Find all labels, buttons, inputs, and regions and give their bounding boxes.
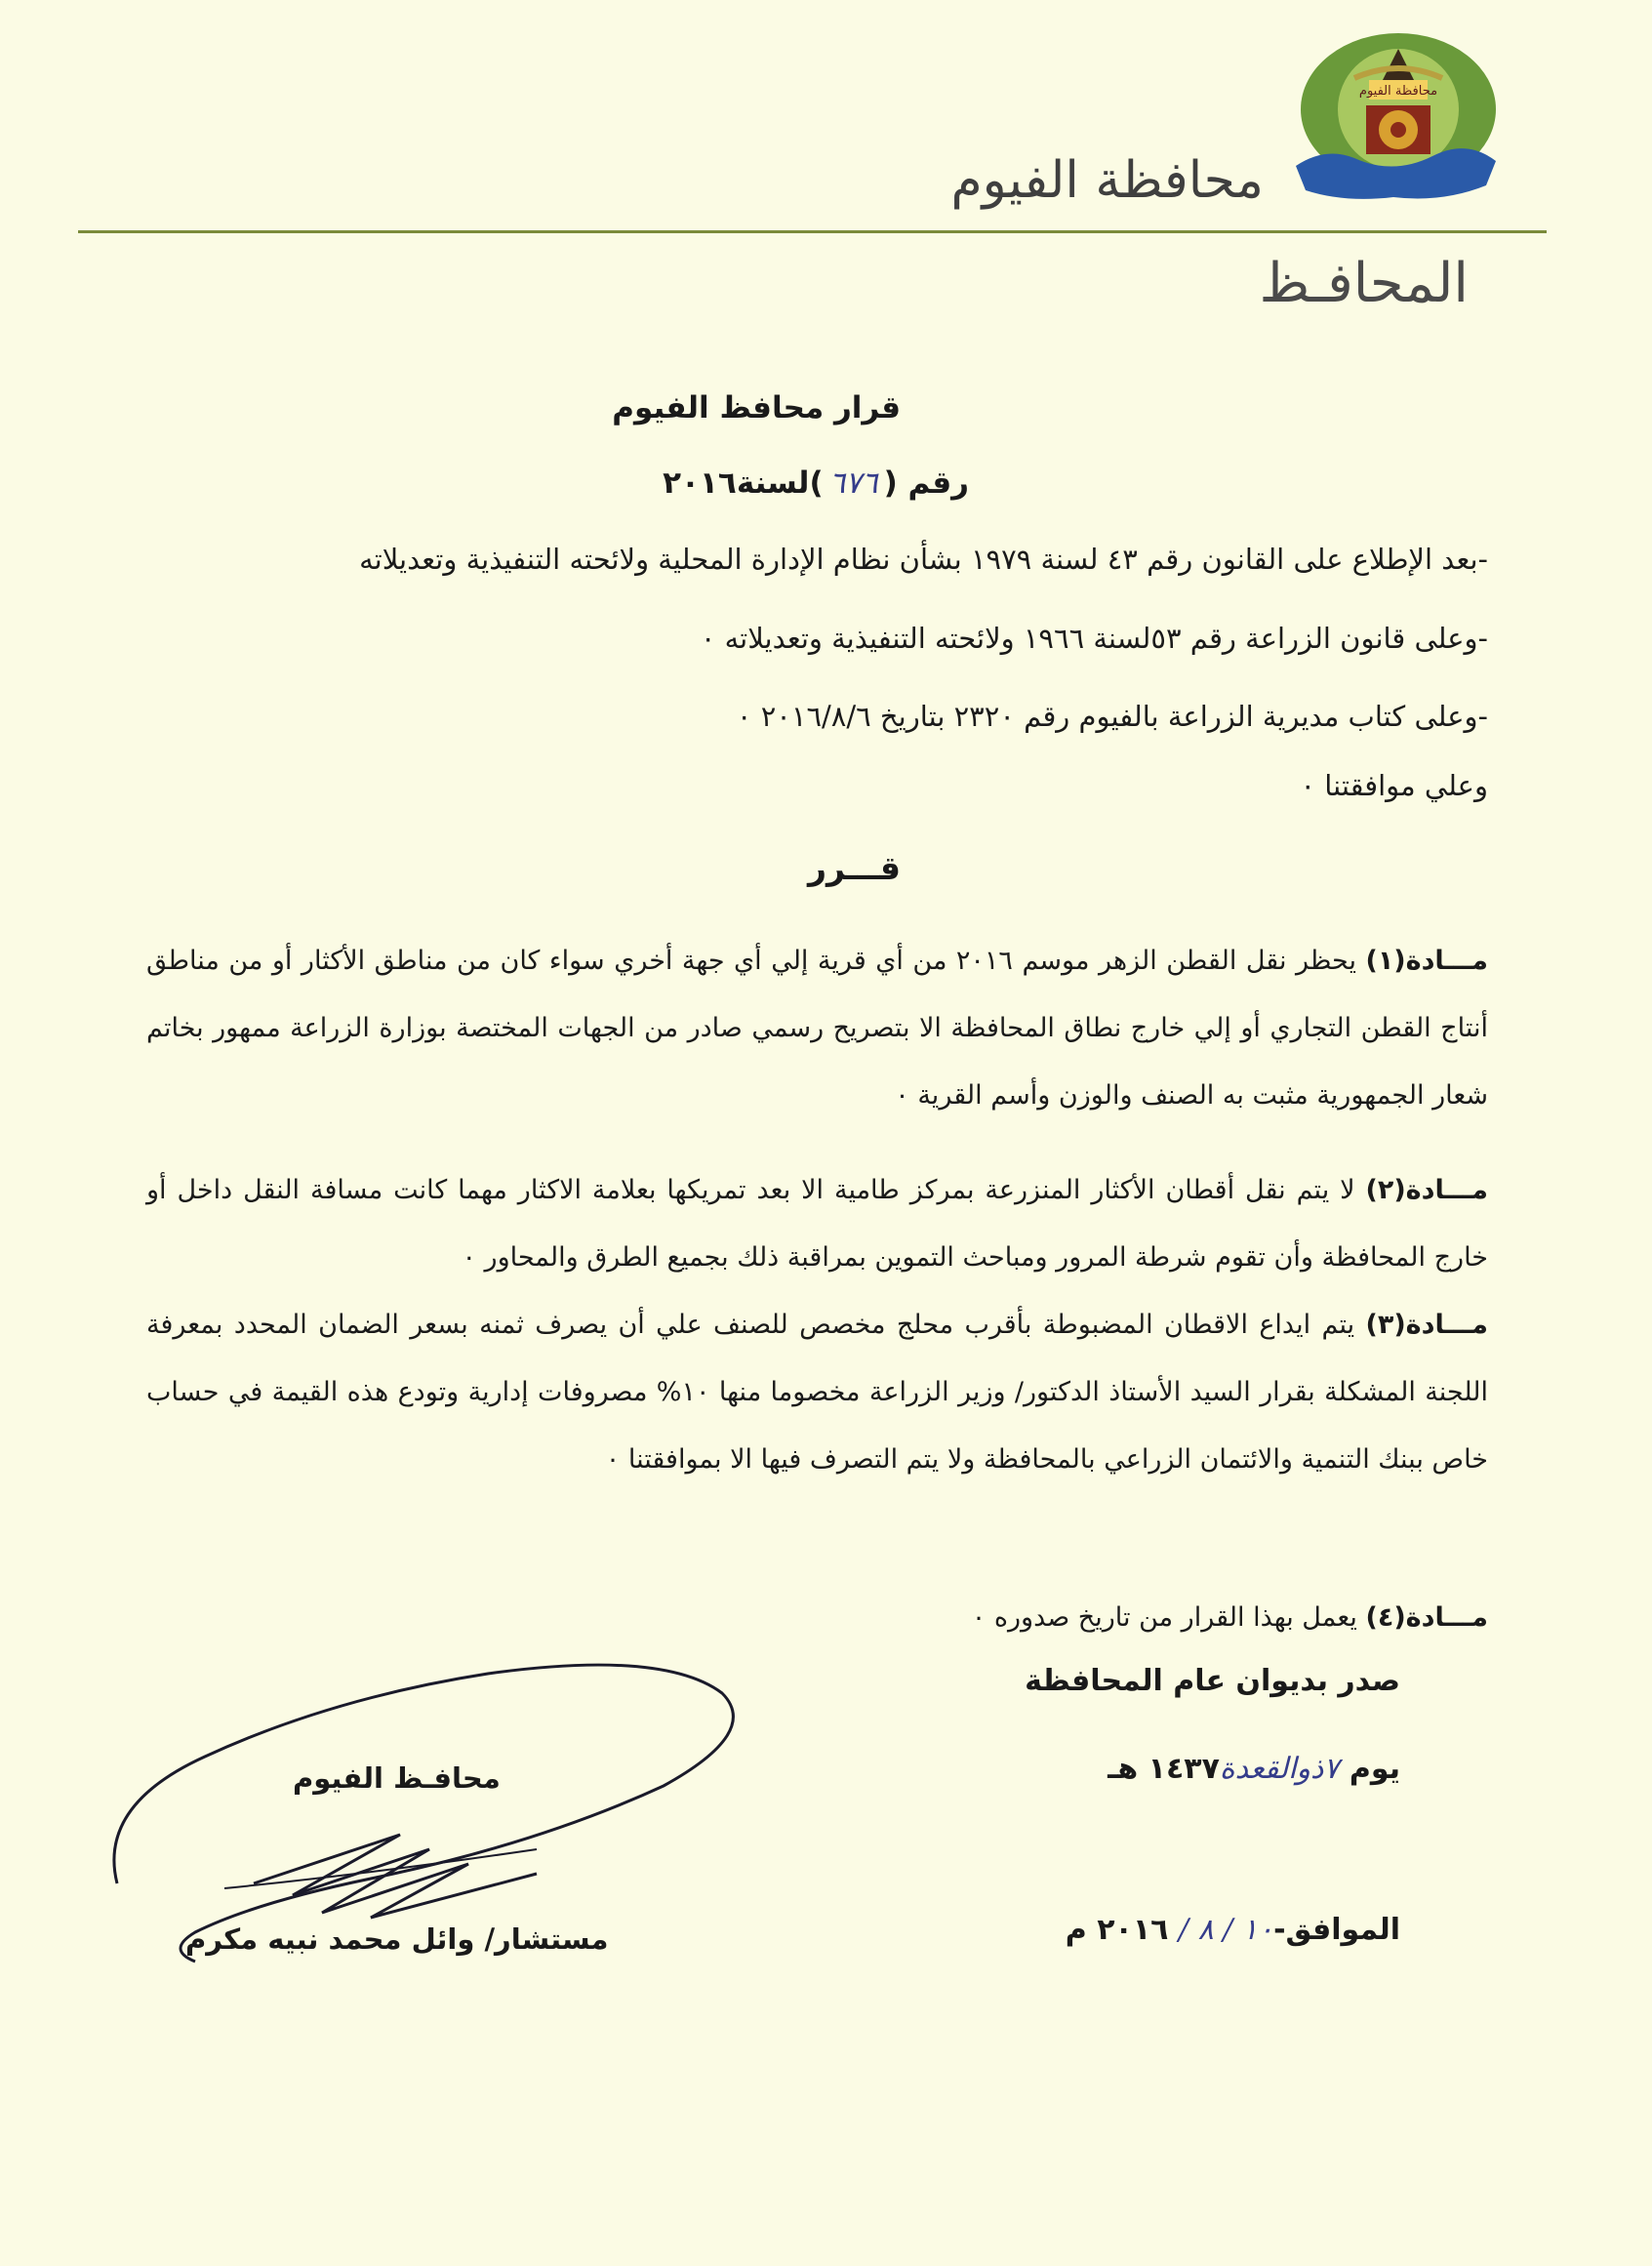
gregorian-year: ٢٠١٦ م bbox=[1065, 1913, 1179, 1947]
logo-label: محافظة الفيوم bbox=[1358, 84, 1438, 99]
preamble-line: وعلي موافقتنا ٠ bbox=[1300, 769, 1488, 802]
governorate-name: محافظة الفيوم bbox=[950, 151, 1264, 210]
article-label: مـــادة(٤) bbox=[1365, 1602, 1488, 1633]
decided-heading: قـــرر bbox=[808, 849, 901, 887]
issued-at: صدر بديوان عام المحافظة bbox=[1025, 1664, 1400, 1698]
office-title: المحافـظ bbox=[1259, 252, 1469, 315]
day-prefix: يوم bbox=[1339, 1752, 1400, 1786]
preamble-line: -وعلى قانون الزراعة رقم ٥٣لسنة ١٩٦٦ ولائحته التنفيذية وتعديلاته ٠ bbox=[700, 622, 1488, 655]
decree-number-suffix: )لسنة٢٠١٦ bbox=[663, 465, 824, 501]
preamble-line: -وعلى كتاب مديرية الزراعة بالفيوم رقم ٢٣٢٠ بتاريخ ٢٠١٦/٨/٦ ٠ bbox=[736, 700, 1488, 733]
article-label: مـــادة(١) bbox=[1365, 946, 1488, 976]
signatory-name: مستشار/ وائل محمد نبيه مكرم bbox=[185, 1922, 609, 1956]
preamble-line: -بعد الإطلاع على القانون رقم ٤٣ لسنة ١٩٧٩ بشأن نظام الإدارة المحلية ولائحته التنفيذية وتعديلاته bbox=[359, 543, 1488, 576]
article-text: لا يتم نقل أقطان الأكثار المنزرعة بمركز طامية الا بعد تمريكها بعلامة الاكثار مهما كانت مسافة النقل داخل أو خارج المحافظة وأن تقوم شرطة المرور ومباحث التموين بمراقبة ذلك بجميع الطرق والمحاور ٠ bbox=[146, 1175, 1488, 1273]
hijri-year: ١٤٣٧ هـ bbox=[1108, 1752, 1220, 1786]
article-text: يحظر نقل القطن الزهر موسم ٢٠١٦ من أي قرية إلي أي جهة أخري سواء كان من مناطق الأكثار أو من مناطق أنتاج القطن التجاري أو إلي خارج نطاق المحافظة الا بتصريح رسمي صادر من الجهات المختصة بوزارة الزراعة ممهور بخاتم شعار الجمهورية مثبت به الصنف والوزن وأسم القرية ٠ bbox=[146, 946, 1488, 1111]
article-text: يتم ايداع الاقطان المضبوطة بأقرب محلج مخصص للصنف علي أن يصرف ثمنه بسعر الضمان المحدد بمعرفة اللجنة المشكلة بقرار السيد الأستاذ الدكتور/ وزير الزراعة مخصوما منها ١٠% مصروفات إدارية وتودع هذه القيمة في حساب خاص ببنك التنمية والائتمان الزراعي بالمحافظة ولا يتم التصرف فيها الا بموافقتنا ٠ bbox=[146, 1310, 1488, 1475]
hijri-date bbox=[1108, 1752, 1400, 1786]
article-label: مـــادة(٣) bbox=[1365, 1310, 1488, 1340]
article-4 bbox=[972, 1584, 1488, 1651]
decree-title: قرار محافظ الفيوم bbox=[612, 390, 901, 425]
header-divider bbox=[78, 230, 1547, 233]
article-3 bbox=[146, 1291, 1488, 1493]
gregorian-date-handwritten: ١٠ / ٨ / bbox=[1178, 1913, 1274, 1947]
corresponding-prefix: الموافق- bbox=[1273, 1913, 1400, 1947]
gregorian-date bbox=[1066, 1913, 1400, 1947]
decree-number-prefix: رقم ( bbox=[883, 465, 969, 501]
governorate-logo-icon bbox=[1286, 29, 1501, 210]
article-label: مـــادة(٢) bbox=[1365, 1175, 1488, 1205]
article-2 bbox=[146, 1156, 1488, 1291]
signatory-title: محافـظ الفيوم bbox=[293, 1761, 501, 1795]
decree-number-handwritten: ٦٧٦ bbox=[828, 465, 878, 501]
decree-number bbox=[663, 465, 969, 501]
hijri-day-handwritten: ٧ذوالقعدة bbox=[1219, 1752, 1340, 1786]
article-text: يعمل بهذا القرار من تاريخ صدوره ٠ bbox=[971, 1602, 1366, 1633]
article-1 bbox=[146, 927, 1488, 1129]
